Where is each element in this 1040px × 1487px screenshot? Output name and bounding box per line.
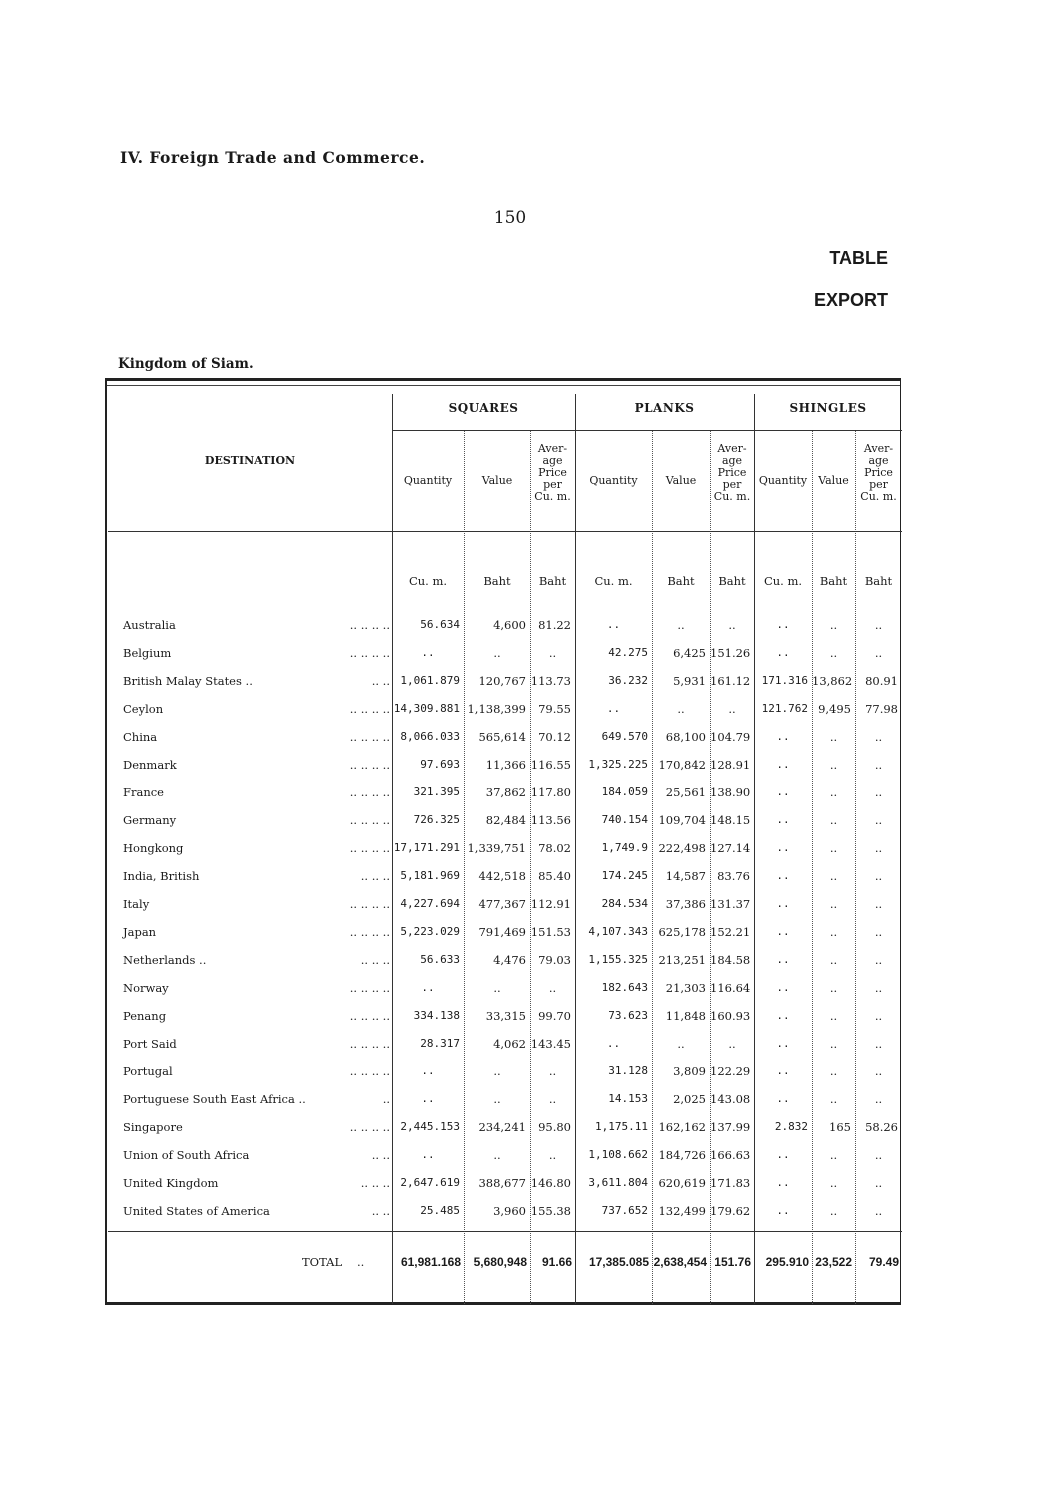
table-cell: 1,108.662 [588, 1148, 648, 1162]
table-cell: 14,309.881 [393, 701, 460, 715]
table-cell: .. [829, 785, 838, 800]
table-cell: 78.02 [538, 841, 571, 856]
table-cell: .. [829, 1036, 838, 1051]
table-cell: 174.245 [601, 869, 648, 883]
table-cell: .. [677, 618, 685, 632]
table-cell: .. [874, 952, 883, 967]
table-cell: .. [776, 1203, 790, 1217]
table-cell: 8,066.033 [400, 729, 460, 743]
destination-denmark: Denmark [123, 757, 177, 772]
destination-norway: Norway [123, 980, 169, 995]
col-subdivider [530, 431, 531, 1304]
table-cell: 4,107.343 [588, 924, 648, 938]
table-cell: .. [421, 1148, 435, 1162]
table-cell: 284.534 [601, 897, 648, 910]
unit-label: Cu. m. [763, 574, 803, 588]
table-cell: 1,061.879 [400, 673, 460, 687]
subheader-value: Value [818, 474, 849, 487]
table-cell: 42.275 [608, 645, 648, 659]
table-cell: 184.059 [601, 785, 648, 799]
table-cell: 161.12 [710, 673, 751, 688]
table-cell: 127.14 [710, 841, 751, 856]
table-cell: .. [829, 924, 838, 939]
table-cell: 73.623 [608, 1008, 648, 1022]
unit-label: Baht [667, 574, 695, 588]
leader-dots: .. .. .. .. [349, 924, 390, 939]
table-cell: 82,484 [485, 813, 526, 828]
table-cell: 179.62 [710, 1203, 751, 1218]
subheader-value: Value [665, 474, 697, 487]
table-cell: 4,227.694 [400, 897, 460, 910]
table-cell: 565,614 [478, 729, 526, 744]
destination-hongkong: Hongkong [123, 841, 184, 856]
table-cell: 234,241 [478, 1120, 526, 1135]
table-cell: .. [776, 924, 790, 938]
table-cell: 25,561 [665, 785, 706, 800]
leader-dots: .. .. [371, 673, 390, 688]
total-top-rule [108, 1231, 902, 1232]
total-cell: 23,522 [815, 1255, 852, 1269]
table-cell: .. [776, 1176, 790, 1189]
table-cell: 171.316 [761, 673, 808, 687]
unit-label: Baht [538, 574, 567, 588]
table-cell: 143.45 [530, 1036, 571, 1051]
table-cell: .. [829, 1203, 838, 1218]
table-cell: .. [829, 869, 838, 884]
table-cell: .. [548, 1092, 557, 1107]
table-cell: .. [776, 1036, 790, 1050]
table-cell: .. [728, 701, 736, 716]
table-cell: .. [776, 952, 790, 966]
table-cell: 132,499 [658, 1203, 706, 1218]
table-cell: 184,726 [658, 1148, 706, 1163]
destination-header: DESTINATION [204, 454, 296, 467]
table-cell: 83.76 [717, 869, 750, 884]
destination-british-malay-states: British Malay States .. [123, 673, 253, 688]
table-cell: .. [874, 1008, 883, 1023]
table-cell: 121.762 [761, 701, 808, 715]
destination-portugal: Portugal [123, 1064, 173, 1079]
table-cell: .. [829, 618, 838, 632]
table-cell: 17,171.291 [393, 841, 460, 855]
leader-dots: .. .. .. .. [349, 1120, 390, 1135]
table-cell: 5,223.029 [400, 924, 460, 938]
unit-label: Baht [483, 574, 511, 588]
table-cell: 79.55 [538, 701, 571, 716]
table-cell: .. [677, 701, 685, 716]
total-cell: 5,680,948 [473, 1255, 527, 1269]
table-cell: 152.21 [710, 924, 751, 939]
total-label: TOTAL [302, 1255, 343, 1269]
destination-penang: Penang [123, 1008, 167, 1023]
table-cell: .. [874, 785, 883, 800]
table-cell: .. [548, 1064, 557, 1079]
leader-dots: .. .. .. [360, 952, 390, 967]
table-cell: 11,848 [665, 1008, 706, 1023]
unit-label: Baht [718, 574, 746, 588]
leader-dots: .. .. .. .. [349, 897, 390, 911]
col-subdivider [652, 431, 653, 1304]
destination-singapore: Singapore [123, 1120, 183, 1135]
destination-netherlands: Netherlands .. [123, 952, 207, 967]
table-cell: .. [829, 1148, 838, 1163]
table-cell: 146.80 [530, 1176, 571, 1190]
table-cell: .. [776, 729, 790, 743]
table-cell: 104.79 [710, 729, 751, 744]
table-cell: 166.63 [710, 1148, 751, 1163]
table-cell: .. [776, 785, 790, 799]
table-cell: 122.29 [710, 1064, 751, 1079]
table-cell: .. [874, 924, 883, 939]
table-cell: 14.153 [608, 1092, 648, 1106]
table-cell: .. [874, 645, 883, 660]
table-cell: .. [874, 1148, 883, 1163]
table-cell: 112.91 [530, 897, 571, 911]
leader-dots: .. .. .. [360, 1176, 390, 1190]
table-cell: 25.485 [420, 1203, 460, 1217]
table-cell: 79.03 [538, 952, 571, 967]
table-cell: .. [421, 1064, 435, 1078]
table-cell: .. [776, 1092, 790, 1106]
total-cell: 79.49 [868, 1255, 899, 1269]
table-cell: 2.832 [774, 1120, 808, 1134]
export-label: EXPORT [813, 290, 888, 310]
destination-union-of-south-africa: Union of South Africa [123, 1148, 250, 1163]
subheader-average-price: Aver- age Price per Cu. m. [534, 442, 571, 503]
table-cell: .. [776, 1064, 790, 1078]
destination-port-said: Port Said [123, 1036, 177, 1051]
leader-dots: .. .. .. .. [349, 645, 390, 660]
table-cell: .. [776, 869, 790, 883]
table-cell: .. [776, 1148, 790, 1162]
table-cell: 388,677 [478, 1176, 526, 1190]
total-cell: 61,981.168 [400, 1255, 461, 1269]
table-cell: 620,619 [658, 1176, 706, 1190]
table-cell: 151.53 [530, 924, 571, 939]
table-cell: 120,767 [478, 673, 526, 688]
table-cell: 37,386 [665, 897, 706, 911]
table-cell: 131.37 [710, 897, 751, 911]
table-cell: .. [776, 1008, 790, 1022]
table-cell: .. [829, 757, 838, 772]
table-cell: .. [728, 1036, 736, 1051]
table-cell: 116.64 [710, 980, 751, 995]
leader-dots: .. .. .. .. [349, 757, 390, 772]
table-cell: 334.138 [413, 1008, 460, 1022]
table-cell: .. [606, 1036, 621, 1050]
group-header-squares: SQUARES [448, 401, 519, 415]
table-cell: 137.99 [710, 1120, 751, 1135]
table-cell: 109,704 [658, 813, 706, 828]
table-cell: 1,175.11 [595, 1120, 648, 1134]
table-cell: 143.08 [710, 1092, 751, 1107]
table-cell: 170,842 [658, 757, 706, 772]
group-header-rule [392, 430, 902, 431]
table-cell: .. [776, 897, 790, 910]
col-subdivider [855, 431, 856, 1304]
destination-france: France [123, 785, 164, 800]
table-cell: .. [606, 701, 621, 715]
table-cell: 151.26 [710, 645, 751, 660]
unit-label: Cu. m. [408, 574, 448, 588]
table-cell: .. [874, 757, 883, 772]
table-cell: 213,251 [658, 952, 706, 967]
table-cell: 1,138,399 [467, 701, 526, 716]
table-cell: .. [548, 1148, 557, 1163]
table-cell: 1,325.225 [588, 757, 648, 771]
subheader-quantity: Quantity [589, 474, 638, 487]
table-cell: .. [874, 1176, 883, 1190]
table-cell: .. [548, 645, 557, 660]
leader-dots: .. .. .. .. [349, 841, 390, 856]
table-cell: 4,476 [493, 952, 526, 967]
table-cell: .. [874, 729, 883, 744]
table-cell: .. [606, 618, 621, 631]
leader-dots: .. .. .. .. [349, 785, 390, 800]
subheader-quantity: Quantity [758, 474, 808, 487]
table-cell: 740.154 [601, 813, 648, 827]
subheader-average-price: Aver- age Price per Cu. m. [713, 442, 751, 503]
table-cell: .. [493, 980, 501, 995]
table-cell: .. [874, 841, 883, 856]
export-table [105, 378, 901, 1305]
table-cell: 477,367 [478, 897, 526, 911]
table-cell: 791,469 [478, 924, 526, 939]
destination-united-kingdom: United Kingdom [123, 1176, 219, 1190]
table-cell: .. [493, 1064, 501, 1079]
table-cell: 113.73 [530, 673, 571, 688]
table-cell: 160.93 [710, 1008, 751, 1023]
table-cell: .. [874, 1036, 883, 1051]
table-cell: 5,181.969 [400, 869, 460, 883]
col-subdivider [710, 431, 711, 1304]
table-cell: .. [829, 1008, 838, 1023]
table-cell: 81.22 [538, 618, 571, 632]
total-cell: 17,385.085 [588, 1255, 649, 1269]
leader-dots: .. .. .. .. [349, 980, 390, 995]
table-cell: .. [728, 618, 736, 632]
table-cell: 625,178 [658, 924, 706, 939]
table-cell: 155.38 [530, 1203, 571, 1218]
table-cell: .. [829, 841, 838, 856]
table-top-inner-rule [107, 385, 900, 386]
table-cell: 56.633 [420, 952, 460, 966]
subheader-average-price: Aver- age Price per Cu. m. [860, 442, 897, 503]
table-cell: 5,931 [673, 673, 706, 688]
table-cell: 113.56 [530, 813, 571, 828]
table-cell: .. [421, 1092, 435, 1106]
destination-ceylon: Ceylon [123, 701, 164, 716]
leader-dots: .. .. .. .. [349, 1036, 390, 1051]
leader-dots: .. [357, 1255, 365, 1269]
unit-label: Cu. m. [594, 574, 633, 588]
table-cell: 97.693 [420, 757, 460, 771]
leader-dots: .. .. [371, 1203, 390, 1218]
table-cell: 649.570 [601, 729, 648, 743]
table-cell: 21,303 [665, 980, 706, 995]
table-cell: 77.98 [865, 701, 898, 716]
table-cell: 4,600 [493, 618, 526, 632]
total-cell: 2,638,454 [653, 1255, 707, 1269]
group-header-shingles: SHINGLES [789, 401, 867, 415]
table-cell: 68,100 [665, 729, 706, 744]
table-cell: 165 [829, 1120, 851, 1135]
table-cell: 1,749.9 [601, 841, 648, 855]
unit-label: Baht [819, 574, 848, 588]
subheader-value: Value [481, 474, 513, 487]
table-cell: .. [874, 1064, 883, 1079]
table-cell: .. [776, 841, 790, 855]
leader-dots: .. .. .. .. [349, 729, 390, 744]
table-cell: .. [776, 757, 790, 771]
table-cell: 56.634 [420, 618, 460, 631]
destination-belgium: Belgium [123, 645, 172, 660]
table-cell: 2,445.153 [400, 1120, 460, 1134]
table-cell: 117.80 [530, 785, 571, 800]
table-cell: 222,498 [658, 841, 706, 856]
table-cell: 9,495 [818, 701, 851, 716]
table-cell: 37,862 [485, 785, 526, 800]
table-cell: .. [493, 645, 501, 660]
table-cell: .. [874, 1203, 883, 1218]
table-cell: 442,518 [478, 869, 526, 884]
table-cell: 321.395 [413, 785, 460, 799]
table-cell: .. [776, 980, 790, 994]
table-cell: .. [776, 813, 790, 827]
table-cell: 116.55 [530, 757, 571, 772]
table-cell: 70.12 [538, 729, 571, 744]
table-cell: 138.90 [710, 785, 751, 800]
table-cell: .. [829, 952, 838, 967]
table-cell: .. [874, 869, 883, 884]
group-header-planks: PLANKS [634, 401, 695, 415]
table-cell: .. [874, 1092, 883, 1107]
unit-label: Baht [864, 574, 893, 588]
table-cell: 99.70 [538, 1008, 571, 1023]
table-cell: .. [874, 813, 883, 828]
table-cell: .. [829, 1176, 838, 1190]
table-cell: 2,025 [673, 1092, 706, 1107]
table-cell: 184.58 [710, 952, 751, 967]
table-cell: .. [874, 980, 883, 995]
section-title: IV. Foreign Trade and Commerce. [120, 148, 426, 167]
table-cell: 80.91 [865, 673, 898, 688]
table-cell: 1,339,751 [467, 841, 526, 856]
total-cell: 295.910 [765, 1255, 809, 1269]
table-cell: .. [829, 897, 838, 911]
total-cell: 91.66 [541, 1255, 572, 1269]
table-cell: .. [829, 1064, 838, 1079]
table-cell: 3,960 [493, 1203, 526, 1218]
destination-italy: Italy [123, 897, 150, 911]
table-cell: 1,155.325 [588, 952, 648, 966]
destination-germany: Germany [123, 813, 177, 828]
table-cell: 3,611.804 [588, 1176, 648, 1189]
table-cell: .. [874, 618, 883, 632]
kingdom-label: Kingdom of Siam. [118, 356, 254, 372]
destination-portuguese-south-east-africa: Portuguese South East Africa .. [123, 1092, 306, 1107]
table-cell: .. [421, 980, 435, 994]
destination-japan: Japan [123, 924, 157, 939]
leader-dots: .. .. .. .. [349, 1008, 390, 1023]
table-cell: .. [421, 645, 435, 659]
table-cell: .. [829, 729, 838, 744]
table-cell: 85.40 [538, 869, 571, 884]
table-cell: 148.15 [710, 813, 751, 828]
table-cell: .. [829, 980, 838, 995]
table-cell: .. [829, 1092, 838, 1107]
table-cell: .. [493, 1092, 501, 1107]
table-cell: 14,587 [665, 869, 706, 884]
leader-dots: .. .. .. .. [349, 618, 390, 632]
table-cell: 737.652 [601, 1203, 648, 1217]
col-subdivider [812, 431, 813, 1304]
table-label: TABLE [829, 248, 888, 268]
table-cell: .. [829, 645, 838, 660]
table-cell: 3,809 [673, 1064, 706, 1079]
table-cell: .. [548, 980, 557, 995]
leader-dots: .. .. .. [360, 869, 390, 884]
table-cell: 2,647.619 [400, 1176, 460, 1189]
table-cell: 33,315 [485, 1008, 526, 1023]
table-cell: 182.643 [601, 980, 648, 994]
subheader-quantity: Quantity [403, 474, 453, 487]
destination-australia: Australia [123, 618, 176, 632]
col-subdivider [464, 431, 465, 1304]
table-cell: 726.325 [413, 813, 460, 827]
leader-dots: .. .. [371, 1148, 390, 1163]
page-number: 150 [493, 208, 527, 228]
table-cell: 128.91 [710, 757, 751, 772]
table-cell: 171.83 [710, 1176, 751, 1190]
table-cell: 31.128 [608, 1064, 648, 1078]
table-cell: 6,425 [673, 645, 706, 660]
table-cell: 162,162 [658, 1120, 706, 1135]
table-cell: .. [493, 1148, 501, 1163]
destination-united-states-of-america: United States of America [123, 1203, 270, 1218]
total-cell: 151.76 [714, 1255, 751, 1269]
table-cell: .. [677, 1036, 685, 1051]
subheader-rule [108, 531, 902, 532]
table-cell: .. [829, 813, 838, 828]
table-cell: 58.26 [865, 1120, 898, 1135]
table-cell: 4,062 [493, 1036, 526, 1051]
table-cell: .. [776, 645, 790, 659]
destination-india-british: India, British [123, 869, 200, 884]
destination-china: China [123, 729, 158, 744]
leader-dots: .. [382, 1092, 390, 1107]
table-cell: 11,366 [485, 757, 526, 772]
table-cell: .. [874, 897, 883, 911]
table-cell: .. [776, 618, 790, 631]
leader-dots: .. .. .. .. [349, 1064, 390, 1079]
table-cell: 28.317 [420, 1036, 460, 1050]
table-cell: 95.80 [538, 1120, 571, 1135]
leader-dots: .. .. .. .. [349, 813, 390, 828]
leader-dots: .. .. .. .. [349, 701, 390, 716]
table-cell: 13,862 [812, 673, 853, 688]
table-cell: 36.232 [608, 673, 648, 687]
